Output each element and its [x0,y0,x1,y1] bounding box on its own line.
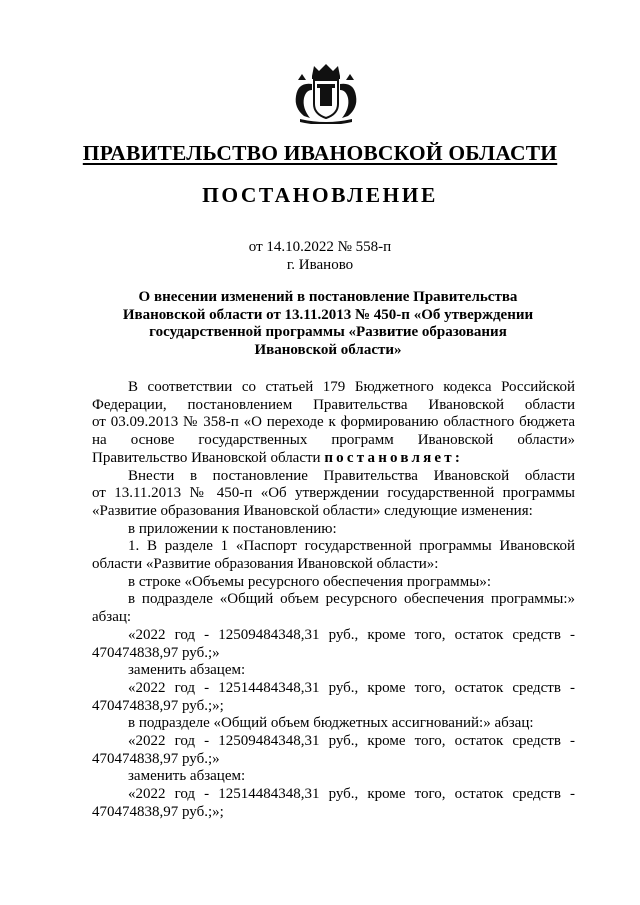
body-line: 470474838,97 руб.;»; [92,697,224,714]
body-line: 470474838,97 руб.;» [92,750,220,767]
body-line: в подразделе «Общий объем ресурсного обеспечения программы:» [128,591,575,608]
body-line: заменить абзацем: [128,662,246,679]
body-line: «Развитие образования Ивановской области» следующие изменения: [92,502,533,519]
body-line: 470474838,97 руб.;»; [92,803,224,820]
body-line: в приложении к постановлению: [128,520,337,537]
body-line: на основе государственных программ Ивановской области» [92,432,575,449]
body-line: в подразделе «Общий объем бюджетных ассигнований:» абзац: [128,715,534,732]
title-line: О внесении изменений в постановление Правительства [138,289,518,305]
document-type: ПОСТАНОВЛЕНИЕ [202,183,438,207]
body-line: Внести в постановление Правительства Ивановской области [128,467,575,484]
body-line: «2022 год - 12509484348,31 руб., кроме того, остаток средств - [128,733,575,750]
body-line: «2022 год - 12514484348,31 руб., кроме того, остаток средств - [128,679,575,696]
date-block [0,238,640,274]
body-line: «2022 год - 12509484348,31 руб., кроме того, остаток средств - [128,626,575,643]
body-line: 1. В разделе 1 «Паспорт государственной программы Ивановской [128,538,575,555]
organization-title: ПРАВИТЕЛЬСТВО ИВАНОВСКОЙ ОБЛАСТИ [82,141,558,165]
city: г. Иваново [286,257,354,273]
date-number: от 14.10.2022 № 558-п [248,239,392,255]
body-line: в строке «Объемы ресурсного обеспечения программы»: [128,573,491,590]
document-body [92,379,575,822]
body-line: от 13.11.2013 № 450-п «Об утверждении государственной программы [92,485,575,502]
title-line: Ивановской области от 13.11.2013 № 450-п «Об утверждении [122,306,534,323]
body-line: «2022 год - 12514484348,31 руб., кроме того, остаток средств - [128,786,575,803]
body-text: Правительство Ивановской области [92,449,325,466]
resolution-title [118,289,538,359]
body-line: заменить абзацем: [128,768,246,785]
title-line: государственной программы «Развитие образования [149,324,507,340]
body-line: от 03.09.2013 № 358-п «О переходе к формированию областного бюджета [92,414,575,431]
body-line: абзац: [92,609,132,626]
body-line: 470474838,97 руб.;» [92,644,220,661]
body-line: Федерации, постановлением Правительства Ивановской области [92,396,575,413]
ivanovo-coat-of-arms-icon [290,62,362,124]
resolve-word: постановляет: [324,449,464,466]
body-line: В соответствии со статьей 179 Бюджетного кодекса Российской [128,379,575,395]
body-line [92,450,575,468]
title-line: Ивановской области» [254,341,402,358]
body-line: области «Развитие образования Ивановской области»: [92,556,439,573]
